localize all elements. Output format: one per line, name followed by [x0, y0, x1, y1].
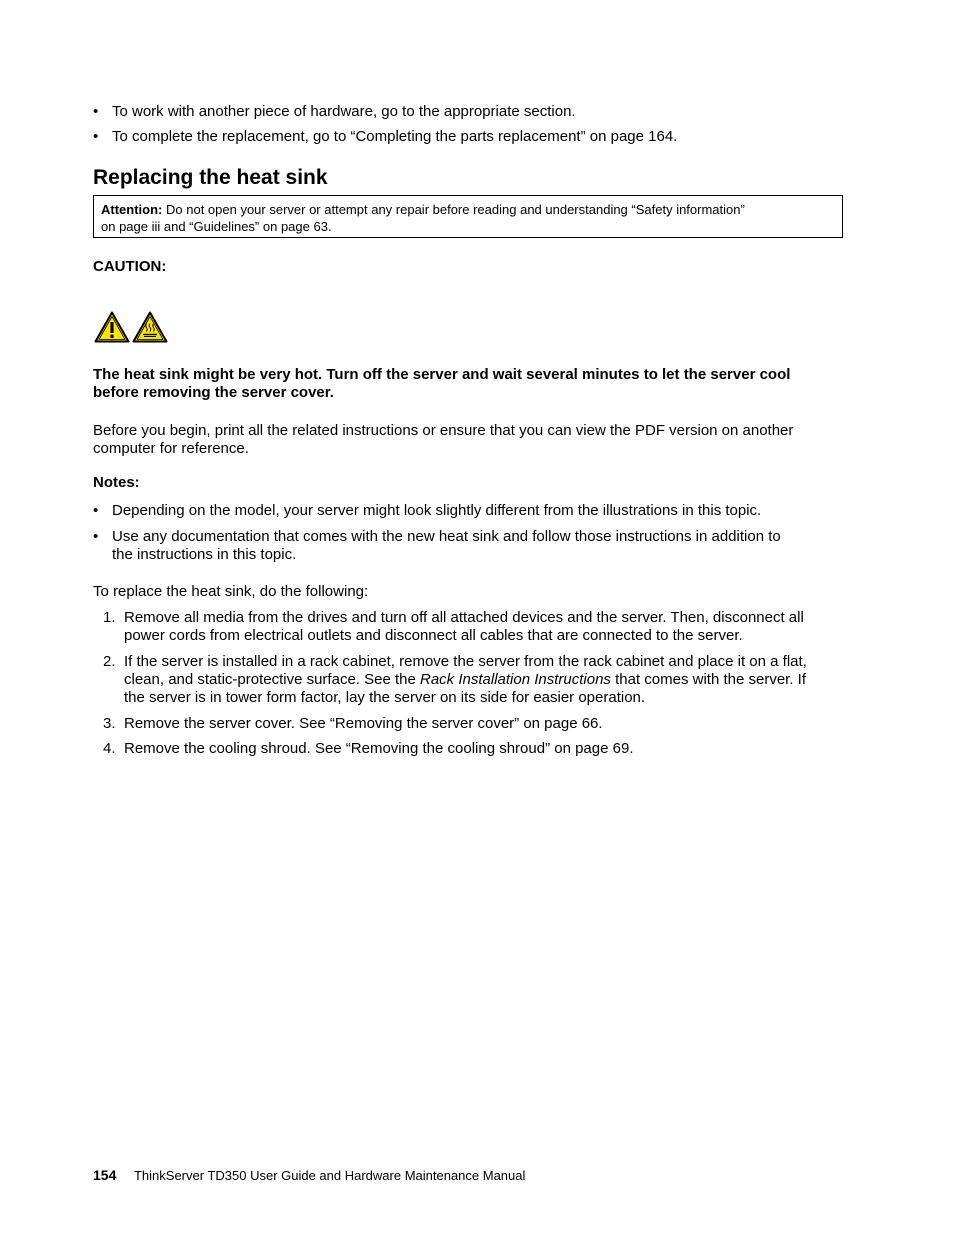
step-text: [124, 609, 844, 645]
doc-title-reference: Rack Installation Instructions: [420, 671, 611, 688]
step-line: Remove all media from the drives and turn off all attached devices and the server. Then, disconnect all: [124, 609, 804, 626]
before-begin-paragraph: [93, 422, 853, 458]
note-text: [112, 528, 842, 564]
bullet-glyph: •: [93, 528, 99, 545]
attention-box: [93, 195, 843, 238]
note-text: Depending on the model, your server might look slightly different from the illustrations in this topic.: [112, 502, 762, 519]
step-number: 4.: [103, 740, 116, 757]
note-line: the instructions in this topic.: [112, 546, 297, 563]
bullet-glyph: •: [93, 502, 99, 519]
hot-warning-line: The heat sink might be very hot. Turn off the server and wait several minutes to let the server cool: [93, 366, 791, 383]
note-line: Use any documentation that comes with the new heat sink and follow those instructions in addition to: [112, 528, 781, 545]
paragraph-line: Before you begin, print all the related instructions or ensure that you can view the PDF version on another: [93, 422, 794, 439]
bullet-glyph: •: [93, 128, 99, 145]
step-text: Remove the cooling shroud. See “Removing the cooling shroud” on page 69.: [124, 740, 634, 757]
warning-icon: [94, 311, 130, 343]
hot-warning-text: [93, 366, 853, 402]
footer-title: ThinkServer TD350 User Guide and Hardware Maintenance Manual: [133, 1168, 526, 1183]
step-number: 2.: [103, 653, 116, 670]
step-number: 1.: [103, 609, 116, 626]
step-line: the server is in tower form factor, lay the server on its side for easier operation.: [124, 689, 646, 706]
attention-line-1: [101, 201, 835, 218]
intro-bullet-text: To complete the replacement, go to “Completing the parts replacement” on page 164.: [112, 128, 678, 145]
section-title: Replacing the heat sink: [93, 166, 328, 189]
step-number: 3.: [103, 715, 116, 732]
paragraph-line: computer for reference.: [93, 440, 249, 457]
procedure-intro: To replace the heat sink, do the following:: [93, 583, 369, 600]
attention-text: Do not open your server or attempt any repair before reading and understanding “Safety information”: [166, 202, 745, 217]
step-line: power cords from electrical outlets and disconnect all cables that are connected to the server.: [124, 627, 743, 644]
step-text-run: clean, and static-protective surface. See the: [124, 671, 420, 688]
step-line: If the server is installed in a rack cabinet, remove the server from the rack cabinet and place it on a flat,: [124, 653, 807, 670]
page-footer: [93, 1166, 525, 1185]
bullet-glyph: •: [93, 103, 99, 120]
hot-surface-icon: [132, 311, 168, 343]
step-line: [124, 671, 844, 689]
attention-label: Attention:: [101, 202, 163, 217]
step-text: Remove the server cover. See “Removing the server cover” on page 66.: [124, 715, 603, 732]
notes-label: Notes:: [93, 474, 140, 491]
step-text: [124, 653, 844, 707]
page-number: 154: [93, 1167, 117, 1183]
attention-line-2: on page iii and “Guidelines” on page 63.: [101, 219, 332, 234]
caution-label: CAUTION:: [93, 258, 167, 275]
step-text-run: that comes with the server. If: [610, 671, 807, 688]
intro-bullet-text: To work with another piece of hardware, go to the appropriate section.: [112, 103, 576, 120]
hot-warning-line: before removing the server cover.: [93, 384, 334, 401]
